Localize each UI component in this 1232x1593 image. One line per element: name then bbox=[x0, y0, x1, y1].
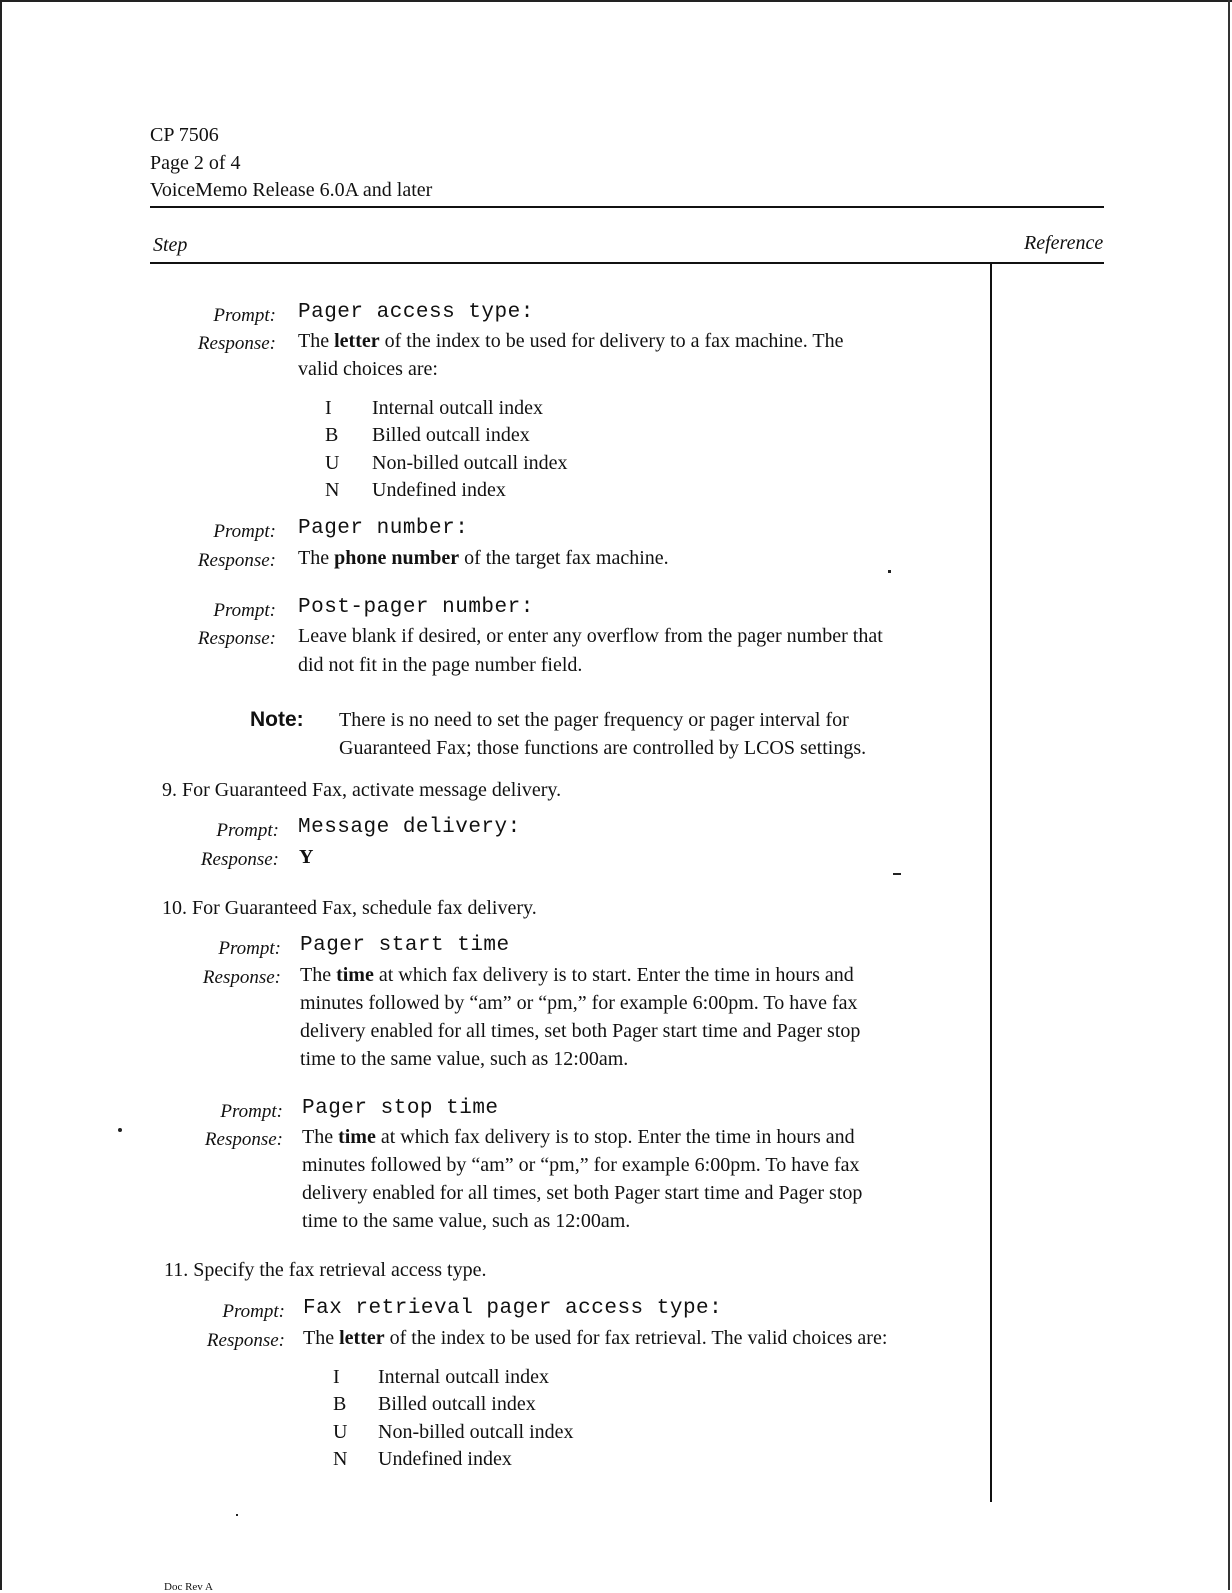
prompt-pager-start-time: Pager start time bbox=[300, 934, 510, 957]
response-pager-start-time-line4: time to the same value, such as 12:00am. bbox=[300, 1048, 629, 1070]
prompt-label: Prompt: bbox=[222, 1301, 285, 1322]
response-post-pager-number-line2: did not fit in the page number field. bbox=[298, 654, 583, 676]
step-10: 10. For Guaranteed Fax, schedule fax delivery. bbox=[162, 897, 537, 919]
prompt-label: Prompt: bbox=[218, 938, 281, 959]
response-label: Response: bbox=[204, 1129, 283, 1150]
choice-desc: Internal outcall index bbox=[378, 1366, 550, 1388]
choice-code: I bbox=[333, 1366, 340, 1388]
header-rule bbox=[150, 206, 1104, 208]
scan-speck bbox=[888, 570, 891, 573]
page-border-left bbox=[0, 0, 2, 1590]
prompt-message-delivery: Message delivery: bbox=[298, 816, 521, 839]
response-label: Response: bbox=[197, 628, 276, 649]
release-line: VoiceMemo Release 6.0A and later bbox=[150, 179, 433, 201]
choice-code: U bbox=[333, 1421, 348, 1443]
prompt-fax-retrieval-access-type: Fax retrieval pager access type: bbox=[303, 1297, 723, 1320]
prompt-pager-stop-time: Pager stop time bbox=[302, 1097, 499, 1120]
response-label: Response: bbox=[197, 550, 276, 571]
column-header-reference: Reference bbox=[1024, 232, 1104, 254]
prompt-label: Prompt: bbox=[220, 1101, 283, 1122]
choice-desc: Billed outcall index bbox=[378, 1393, 536, 1415]
response-pager-start-time: The time at which fax delivery is to start. Enter the time in hours and bbox=[300, 964, 854, 986]
response-label: Response: bbox=[206, 1330, 285, 1351]
choice-desc: Non-billed outcall index bbox=[378, 1421, 574, 1443]
response-pager-stop-time-line2: minutes followed by “am” or “pm,” for example 6:00pm. To have fax bbox=[302, 1154, 860, 1176]
prompt-label: Prompt: bbox=[213, 600, 276, 621]
choice-code: I bbox=[325, 397, 332, 419]
scan-speck bbox=[236, 1514, 238, 1516]
scan-speck bbox=[893, 873, 901, 875]
prompt-pager-number: Pager number: bbox=[298, 517, 469, 540]
choice-code: N bbox=[325, 479, 340, 501]
doc-id: CP 7506 bbox=[150, 124, 219, 146]
note-text: There is no need to set the pager frequency or pager interval for bbox=[339, 709, 849, 731]
choice-code: N bbox=[333, 1448, 348, 1470]
response-pager-access-type-line2: valid choices are: bbox=[298, 358, 438, 380]
response-post-pager-number: Leave blank if desired, or enter any overflow from the pager number that bbox=[298, 625, 883, 647]
choice-code: U bbox=[325, 452, 340, 474]
choice-desc: Billed outcall index bbox=[372, 424, 530, 446]
response-pager-stop-time: The time at which fax delivery is to stop. Enter the time in hours and bbox=[302, 1126, 855, 1148]
column-header-step: Step bbox=[153, 234, 188, 256]
page-border-top bbox=[0, 0, 1232, 2]
choice-code: B bbox=[325, 424, 339, 446]
response-message-delivery: Y bbox=[299, 846, 314, 868]
step-9: 9. For Guaranteed Fax, activate message delivery. bbox=[162, 779, 562, 801]
prompt-label: Prompt: bbox=[213, 521, 276, 542]
choice-desc: Non-billed outcall index bbox=[372, 452, 568, 474]
page-number: Page 2 of 4 bbox=[150, 152, 241, 174]
prompt-label: Prompt: bbox=[216, 820, 279, 841]
page-border-right bbox=[1228, 0, 1230, 1590]
note-label: Note: bbox=[250, 708, 304, 731]
column-header-rule bbox=[150, 262, 1104, 264]
choice-desc: Undefined index bbox=[378, 1448, 512, 1470]
note-text-line2: Guaranteed Fax; those functions are controlled by LCOS settings. bbox=[339, 737, 867, 759]
choice-code: B bbox=[333, 1393, 347, 1415]
response-label: Response: bbox=[197, 333, 276, 354]
prompt-label: Prompt: bbox=[213, 305, 276, 326]
prompt-post-pager-number: Post-pager number: bbox=[298, 596, 534, 619]
footer-text: Doc Rev A bbox=[164, 1581, 213, 1593]
choice-desc: Internal outcall index bbox=[372, 397, 544, 419]
response-pager-stop-time-line3: delivery enabled for all times, set both Pager start time and Pager stop bbox=[302, 1182, 863, 1204]
response-pager-number: The phone number of the target fax machine. bbox=[298, 547, 669, 569]
response-label: Response: bbox=[200, 849, 279, 870]
scan-speck bbox=[118, 1128, 122, 1132]
response-pager-start-time-line3: delivery enabled for all times, set both Pager start time and Pager stop bbox=[300, 1020, 861, 1042]
reference-column-rule bbox=[990, 262, 992, 1502]
choice-desc: Undefined index bbox=[372, 479, 506, 501]
response-fax-retrieval-access-type: The letter of the index to be used for fax retrieval. The valid choices are: bbox=[303, 1327, 888, 1349]
response-pager-access-type: The letter of the index to be used for delivery to a fax machine. The bbox=[298, 330, 844, 352]
response-label: Response: bbox=[202, 967, 281, 988]
prompt-pager-access-type: Pager access type: bbox=[298, 301, 534, 324]
step-11: 11. Specify the fax retrieval access type. bbox=[164, 1259, 487, 1281]
response-pager-stop-time-line4: time to the same value, such as 12:00am. bbox=[302, 1210, 631, 1232]
response-pager-start-time-line2: minutes followed by “am” or “pm,” for example 6:00pm. To have fax bbox=[300, 992, 858, 1014]
